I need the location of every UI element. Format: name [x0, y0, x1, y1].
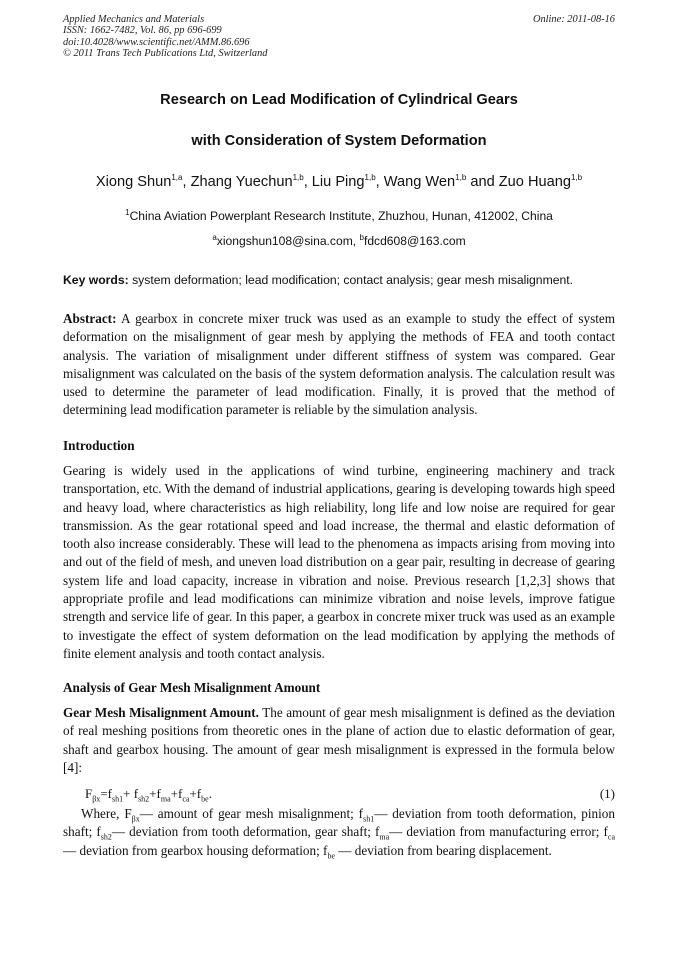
introduction-text: Gearing is widely used in the applications of wind turbine, engineering machinery and track transportation, etc. With the demand of industrial applications, gearing is developing towards high speed and heavy load, where characteristics as high reliability, long life and low noise are required for gear transmission. As the gear rotational speed and load increase, the thermal and elastic deformation of tooth also increase considerably. These will lead to the phenomena as impacts arising from moving into and out of the field of mesh, and uneven load distribution on a gear pair, resulting in decrease of gearing system life and load capacity, increase in vibration and noise. Previous research [1,2,3] shows that appropriate profile and lead modifications can minimize vibration and noise levels, improve fatigue strength and service life of gear. In this paper, a gearbox in concrete mixer truck was used as an example to investigate the effect of system deformation on the lead modification by applying the methods of finite element analysis and tooth contact analysis.	[63, 463, 615, 661]
keywords	[63, 273, 615, 287]
eq-subscript: sh1	[112, 794, 124, 804]
eq-operator: +	[189, 786, 197, 801]
abstract-label: Abstract:	[63, 311, 117, 326]
author-list	[20, 174, 658, 190]
author-name: Zhang Yuechun	[190, 174, 293, 190]
author-affiliation-sup: 1,b	[292, 173, 304, 183]
copyright-line: © 2011 Trans Tech Publications Ltd, Switzerland	[63, 48, 268, 60]
eq-operator: .	[208, 786, 212, 801]
symbol: f	[96, 824, 101, 840]
author-separator: and	[466, 174, 499, 190]
analysis-heading: Analysis of Gear Mesh Misalignment Amount	[63, 680, 321, 695]
symbol-subscript: βx	[131, 814, 140, 824]
email-b: fdcd608@163.com	[363, 234, 466, 248]
analysis-paragraph	[63, 704, 615, 777]
affiliation-sup: 1	[125, 207, 130, 217]
equation-body	[85, 786, 212, 804]
symbol-subscript: sh1	[363, 814, 375, 824]
eq-symbol: f	[107, 786, 112, 801]
symbol: f	[374, 824, 380, 840]
eq-symbol: f	[196, 786, 202, 801]
eq-operator: +	[123, 786, 134, 801]
eq-subscript: ca	[182, 794, 190, 804]
issn-line: ISSN: 1662-7482, Vol. 86, pp 696-699	[63, 25, 222, 37]
abstract	[63, 310, 615, 420]
equation-1	[85, 786, 615, 802]
equation-number: (1)	[599, 786, 615, 801]
keywords-text: system deformation; lead modification; contact analysis; gear mesh misalignment.	[128, 273, 574, 287]
email-b-sup: b	[359, 232, 364, 242]
paper-title-line-1: Research on Lead Modification of Cylindrical Gears	[160, 92, 518, 108]
journal-header	[63, 14, 615, 60]
keywords-label: Key words:	[63, 273, 129, 287]
symbol: f	[358, 806, 364, 821]
eq-operator: +	[149, 786, 157, 801]
author-affiliation-sup: 1,b	[570, 173, 583, 183]
author-affiliation-sup: 1,a	[171, 173, 183, 183]
symbol-definition: — deviation from tooth deformation, pinion shaft;	[63, 806, 615, 840]
author-separator: ,	[303, 174, 312, 190]
introduction-heading: Introduction	[63, 438, 135, 453]
symbol-definition: — deviation from tooth deformation, gear shaft;	[111, 824, 375, 840]
analysis-text: The amount of gear mesh misalignment is defined as the deviation of real meshing positions from theoretic ones in the plane of action due to elastic deformation of gear, shaft and gearbox housing. The amount of gear mesh misalignment is expressed in the formula below [4]:	[63, 705, 615, 775]
subsection-label: Gear Mesh Misalignment Amount.	[63, 705, 259, 720]
eq-operator: +	[170, 786, 178, 801]
affiliation-text: China Aviation Powerplant Research Institute, Zhuzhou, Hunan, 412002, China	[129, 209, 553, 223]
eq-subscript: βx	[92, 794, 101, 804]
online-date: Online: 2011-08-16	[532, 14, 615, 25]
symbol-definition: — amount of gear mesh misalignment;	[139, 806, 359, 821]
eq-symbol: F	[85, 786, 93, 801]
author-separator: ,	[182, 174, 191, 190]
eq-subscript: sh2	[138, 794, 150, 804]
journal-name: Applied Mechanics and Materials	[63, 14, 205, 25]
author-affiliation-sup: 1,b	[455, 173, 467, 183]
author-separator: ,	[375, 174, 384, 190]
author-name: Xiong Shun	[95, 174, 172, 190]
author-affiliation-sup: 1,b	[364, 173, 376, 183]
symbol-definition: — deviation from bearing displacement.	[335, 842, 552, 858]
eq-subscript: be	[201, 794, 209, 804]
author-emails	[20, 234, 658, 248]
symbol-subscript: ca	[607, 832, 615, 842]
email-a: xiongshun108@sina.com,	[216, 234, 360, 248]
symbol-definition: — deviation from manufacturing error;	[389, 824, 604, 840]
symbol: F	[124, 806, 132, 821]
symbol: f	[323, 842, 328, 858]
eq-operator: =	[100, 786, 108, 801]
eq-symbol: f	[178, 786, 183, 801]
author-name: Zuo Huang	[498, 174, 571, 190]
email-a-sup: a	[212, 232, 217, 242]
symbol-subscript: sh2	[100, 832, 112, 842]
symbol-subscript: be	[327, 851, 335, 861]
symbol-definition: — deviation from gearbox housing deformation;	[63, 842, 324, 858]
author-name: Wang Wen	[383, 174, 456, 190]
eq-subscript: ma	[160, 794, 171, 804]
where-definitions	[63, 805, 615, 860]
where-lead: Where,	[81, 806, 125, 821]
eq-symbol: f	[156, 786, 161, 801]
symbol: f	[603, 824, 608, 840]
paper-title-line-2: with Consideration of System Deformation	[191, 133, 487, 149]
doi-line: doi:10.4028/www.scientific.net/AMM.86.696	[63, 36, 250, 48]
affiliation	[20, 209, 658, 223]
abstract-text: A gearbox in concrete mixer truck was used as an example to study the effect of system deformation on the misalignment of gear mesh by applying the methods of FEA and tooth contact analysis. The variation of misalignment under different stiffness of system was compared. Gear misalignment was calculated on the basis of the system deformation analysis. The calculation result was used to determine the parameter of lead modification. Finally, it is proved that the method of determining lead modification parameter is reliable by the simulation analysis.	[63, 311, 615, 418]
symbol-subscript: ma	[379, 832, 390, 842]
eq-symbol: f	[133, 786, 139, 801]
author-name: Liu Ping	[311, 174, 365, 190]
